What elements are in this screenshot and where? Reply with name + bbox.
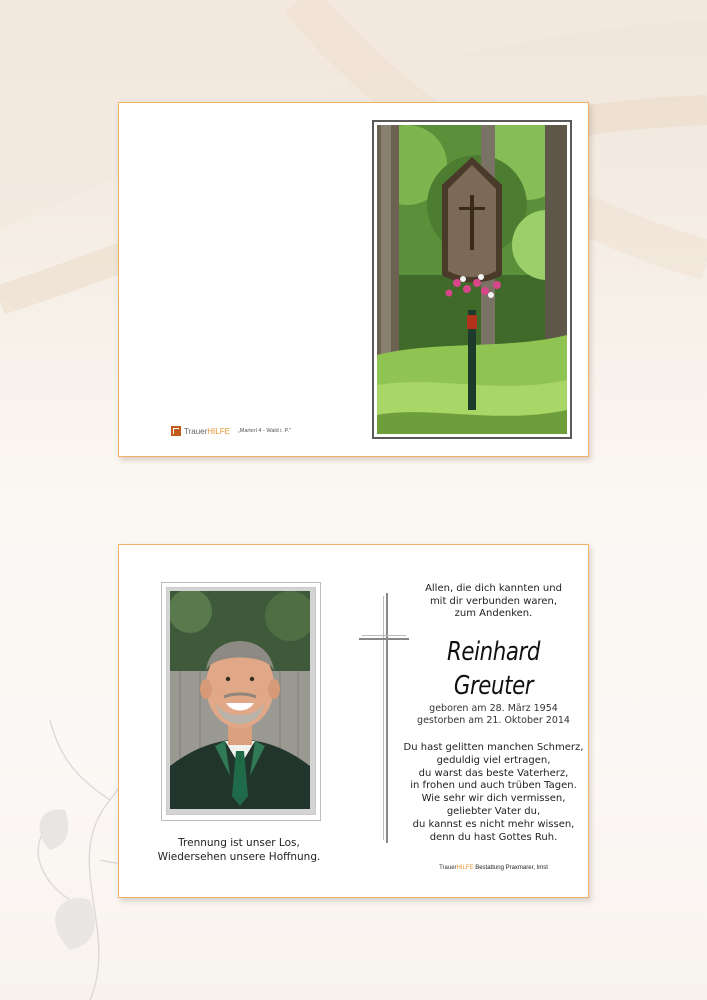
card-front bbox=[118, 102, 589, 457]
poem-line: du warst das beste Vaterherz, bbox=[418, 767, 569, 779]
birth-date: geboren am 28. März 1954 bbox=[429, 703, 558, 714]
first-name: Reinhard bbox=[447, 637, 540, 667]
poem-line: du kannst es nicht mehr wissen, bbox=[412, 818, 575, 830]
intro-text bbox=[381, 583, 606, 621]
footer-brand-part2: HILFE bbox=[456, 865, 474, 871]
footer-brand-rest: Bestattung Praxmarer, Imst bbox=[473, 865, 548, 871]
brand-name-part2: HILFE bbox=[207, 426, 230, 436]
portrait-frame bbox=[161, 582, 321, 821]
intro-line: Allen, die dich kannten und bbox=[425, 583, 562, 594]
poem-line: in frohen und auch trüben Tagen. bbox=[410, 780, 577, 792]
left-quote bbox=[129, 836, 349, 864]
wayside-cross-photo bbox=[377, 125, 567, 434]
front-brand bbox=[171, 426, 291, 436]
deceased-name bbox=[401, 635, 586, 703]
brand-name-part1: Trauer bbox=[184, 426, 208, 436]
brand-caption: „Marterl 4 - Wald i. P." bbox=[237, 428, 291, 434]
poem-line: Du hast gelitten manchen Schmerz, bbox=[403, 742, 584, 753]
quote-line: Wiedersehen unsere Hoffnung. bbox=[157, 851, 321, 863]
card-inner bbox=[118, 544, 589, 898]
quote-line: Trennung ist unser Los, bbox=[178, 837, 300, 849]
footer-brand bbox=[381, 865, 606, 871]
intro-line: zum Andenken. bbox=[454, 608, 533, 619]
trauerhilfe-logo-icon bbox=[171, 426, 181, 436]
footer-brand-part1: Trauer bbox=[439, 865, 457, 871]
front-photo bbox=[372, 120, 572, 439]
poem-line: geduldig viel ertragen, bbox=[436, 754, 551, 766]
poem-line: Wie sehr wir dich vermissen, bbox=[421, 793, 566, 805]
portrait-mat bbox=[166, 587, 316, 815]
poem-line: geliebter Vater du, bbox=[446, 805, 541, 817]
life-dates bbox=[381, 703, 606, 727]
last-name: Greuter bbox=[453, 671, 534, 701]
intro-line: mit dir verbunden waren, bbox=[429, 595, 558, 607]
death-date: gestorben am 21. Oktober 2014 bbox=[417, 715, 570, 726]
poem bbox=[381, 742, 606, 844]
portrait-photo bbox=[170, 591, 310, 809]
poem-line: denn du hast Gottes Ruh. bbox=[429, 831, 558, 843]
